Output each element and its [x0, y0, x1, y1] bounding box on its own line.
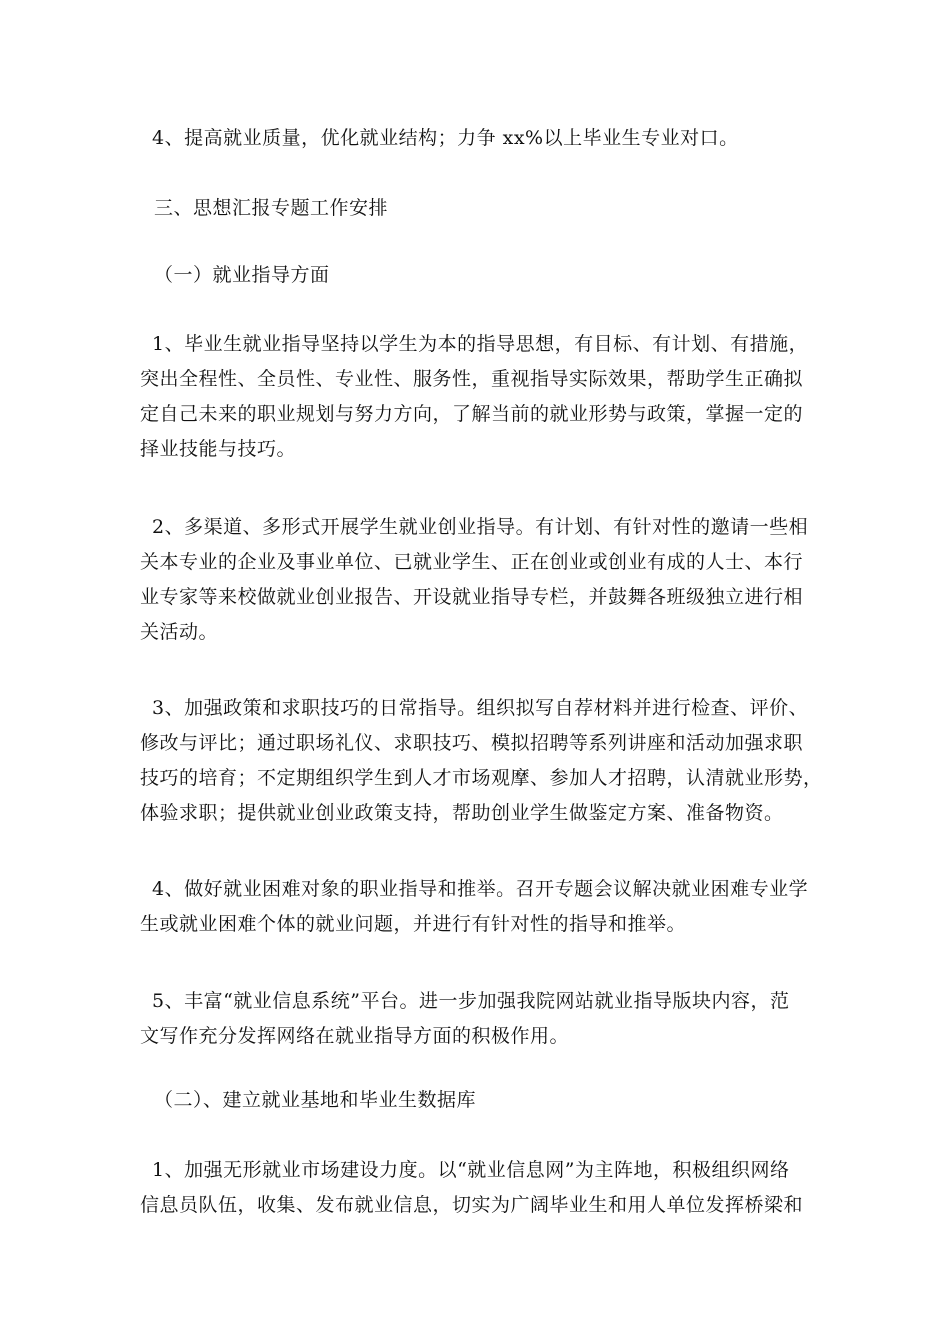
text-line: 生或就业困难个体的就业问题，并进行有针对性的指导和推举。	[140, 913, 687, 935]
text-line: 体验求职；提供就业创业政策支持，帮助创业学生做鉴定方案、准备物资。	[140, 802, 784, 824]
text-line: 2、多渠道、多形式开展学生就业创业指导。有计划、有针对性的邀请一些相	[152, 516, 809, 538]
paragraph-item-5	[140, 984, 832, 1054]
paragraph-item-6	[140, 1153, 832, 1223]
subsection-heading-database	[140, 1083, 834, 1118]
text-line: （二）、建立就业基地和毕业生数据库	[154, 1089, 477, 1111]
text-line: 关活动。	[140, 621, 219, 643]
text-line: 业专家等来校做就业创业报告、开设就业指导专栏，并鼓舞各班级独立进行相	[140, 586, 804, 608]
text-line: 定自己未来的职业规划与努力方向，了解当前的就业形势与政策，掌握一定的	[140, 403, 804, 425]
text-line: 技巧的培育；不定期组织学生到人才市场观摩、参加人才招聘，认清就业形势，	[140, 767, 823, 789]
text-line: 1、毕业生就业指导坚持以学生为本的指导思想，有目标、有计划、有措施，	[152, 333, 809, 355]
text-line: 择业技能与技巧。	[140, 438, 297, 460]
text-line: 文写作充分发挥网络在就业指导方面的积极作用。	[140, 1025, 570, 1047]
text-line: 关本专业的企业及事业单位、已就业学生、正在创业或创业有成的人士、本行	[140, 551, 804, 573]
subsection-heading-guidance	[140, 258, 834, 293]
text-line: （一）就业指导方面	[154, 264, 330, 286]
paragraph-item-1	[140, 327, 832, 467]
text-line: 突出全程性、全员性、专业性、服务性，重视指导实际效果，帮助学生正确拟	[140, 368, 804, 390]
text-line: 3、加强政策和求职技巧的日常指导。组织拟写自荐材料并进行检查、评价、	[152, 697, 809, 719]
text-line: 4、提高就业质量，优化就业结构；力争 xx%以上毕业生专业对口。	[152, 127, 739, 149]
text-line: 5、丰富“就业信息系统”平台。进一步加强我院网站就业指导版块内容，范	[152, 990, 790, 1012]
text-line: 修改与评比；通过职场礼仪、求职技巧、模拟招聘等系列讲座和活动加强求职	[140, 732, 804, 754]
text-line: 三、思想汇报专题工作安排	[154, 197, 389, 219]
paragraph-item-3	[140, 691, 832, 831]
section-heading-3	[140, 191, 834, 226]
text-line: 1、加强无形就业市场建设力度。以“就业信息网”为主阵地，积极组织网络	[152, 1159, 790, 1181]
paragraph-employment-quality	[140, 121, 832, 156]
text-line: 信息员队伍，收集、发布就业信息，切实为广阔毕业生和用人单位发挥桥梁和	[140, 1194, 804, 1216]
paragraph-item-2	[140, 510, 832, 650]
paragraph-item-4	[140, 872, 832, 942]
text-line: 4、做好就业困难对象的职业指导和推举。召开专题会议解决就业困难专业学	[152, 878, 809, 900]
